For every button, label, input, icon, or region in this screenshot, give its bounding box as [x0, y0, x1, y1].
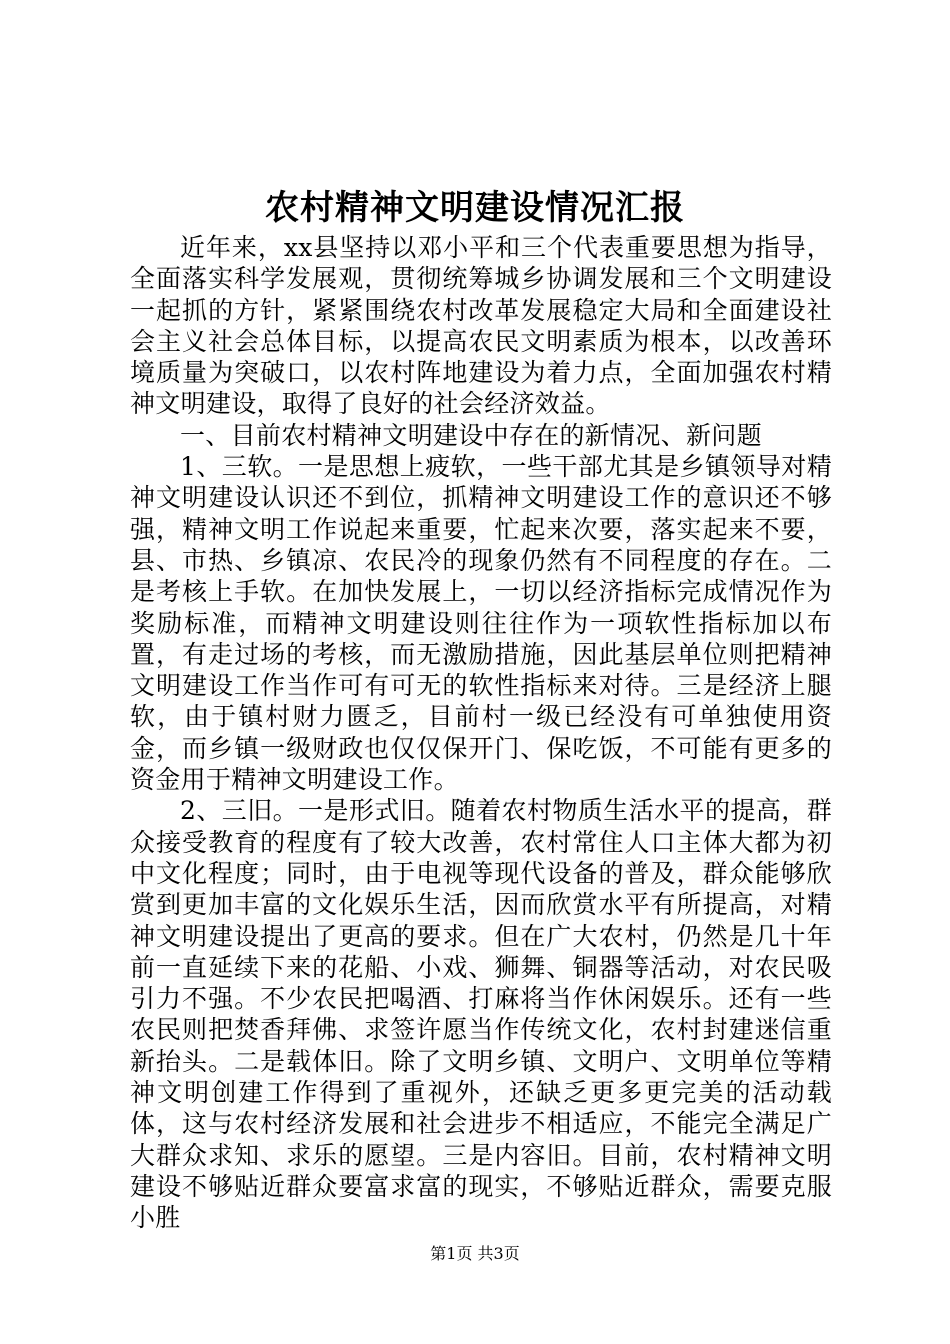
paragraph-three-soft: 1、三软。一是思想上疲软，一些干部尤其是乡镇领导对精神文明建设认识还不到位，抓精神文明建设工作的意识还不够强，精神文明工作说起来重要，忙起来次要，落实起来不要，县、市热、乡镇凉、农民冷的现象仍然有不同程度的存在。二是考核上手软。在加快发展上，一切以经济指标完成情况作为奖励标准，而精神文明建设则往往作为一项软性指标加以布置，有走过场的考核，而无激励措施，因此基层单位则把精神文明建设工作当作可有可无的软性指标来对待。三是经济上腿软，由于镇村财力匮乏，目前村一级已经没有可单独使用资金，而乡镇一级财政也仅仅保开门、保吃饭，不可能有更多的资金用于精神文明建设工作。 [130, 452, 832, 795]
paragraph-intro: 近年来，xx县坚持以邓小平和三个代表重要思想为指导，全面落实科学发展观，贯彻统筹城乡协调发展和三个文明建设一起抓的方针，紧紧围绕农村改革发展稳定大局和全面建设社会主义社会总体目标，以提高农民文明素质为根本，以改善环境质量为突破口，以农村阵地建设为着力点，全面加强农村精神文明建设，取得了良好的社会经济效益。 [130, 233, 832, 419]
paragraph-three-old: 2、三旧。一是形式旧。随着农村物质生活水平的提高，群众接受教育的程度有了较大改善，农村常住人口主体大都为初中文化程度；同时，由于电视等现代设备的普及，群众能够欣赏到更加丰富的文化娱乐生活，因而欣赏水平有所提高，对精神文明建设提出了更高的要求。但在广大农村，仍然是几十年前一直延续下来的花船、小戏、狮舞、铜器等活动，对农民吸引力不强。不少农民把喝酒、打麻将当作休闲娱乐。还有一些农民则把焚香拜佛、求签许愿当作传统文化，农村封建迷信重新抬头。二是载体旧。除了文明乡镇、文明户、文明单位等精神文明创建工作得到了重视外，还缺乏更多更完美的活动载体，这与农村经济发展和社会进步不相适应，不能完全满足广大群众求知、求乐的愿望。三是内容旧。目前，农村精神文明建设不够贴近群众要富求富的现实，不够贴近群众，需要克服小胜 [130, 796, 832, 1233]
page-footer: 第1页 共3页 [430, 1244, 520, 1263]
document-body [130, 232, 832, 1234]
section-heading: 一、目前农村精神文明建设中存在的新情况、新问题 [180, 420, 762, 450]
document-title: 农村精神文明建设情况汇报 [265, 188, 685, 228]
